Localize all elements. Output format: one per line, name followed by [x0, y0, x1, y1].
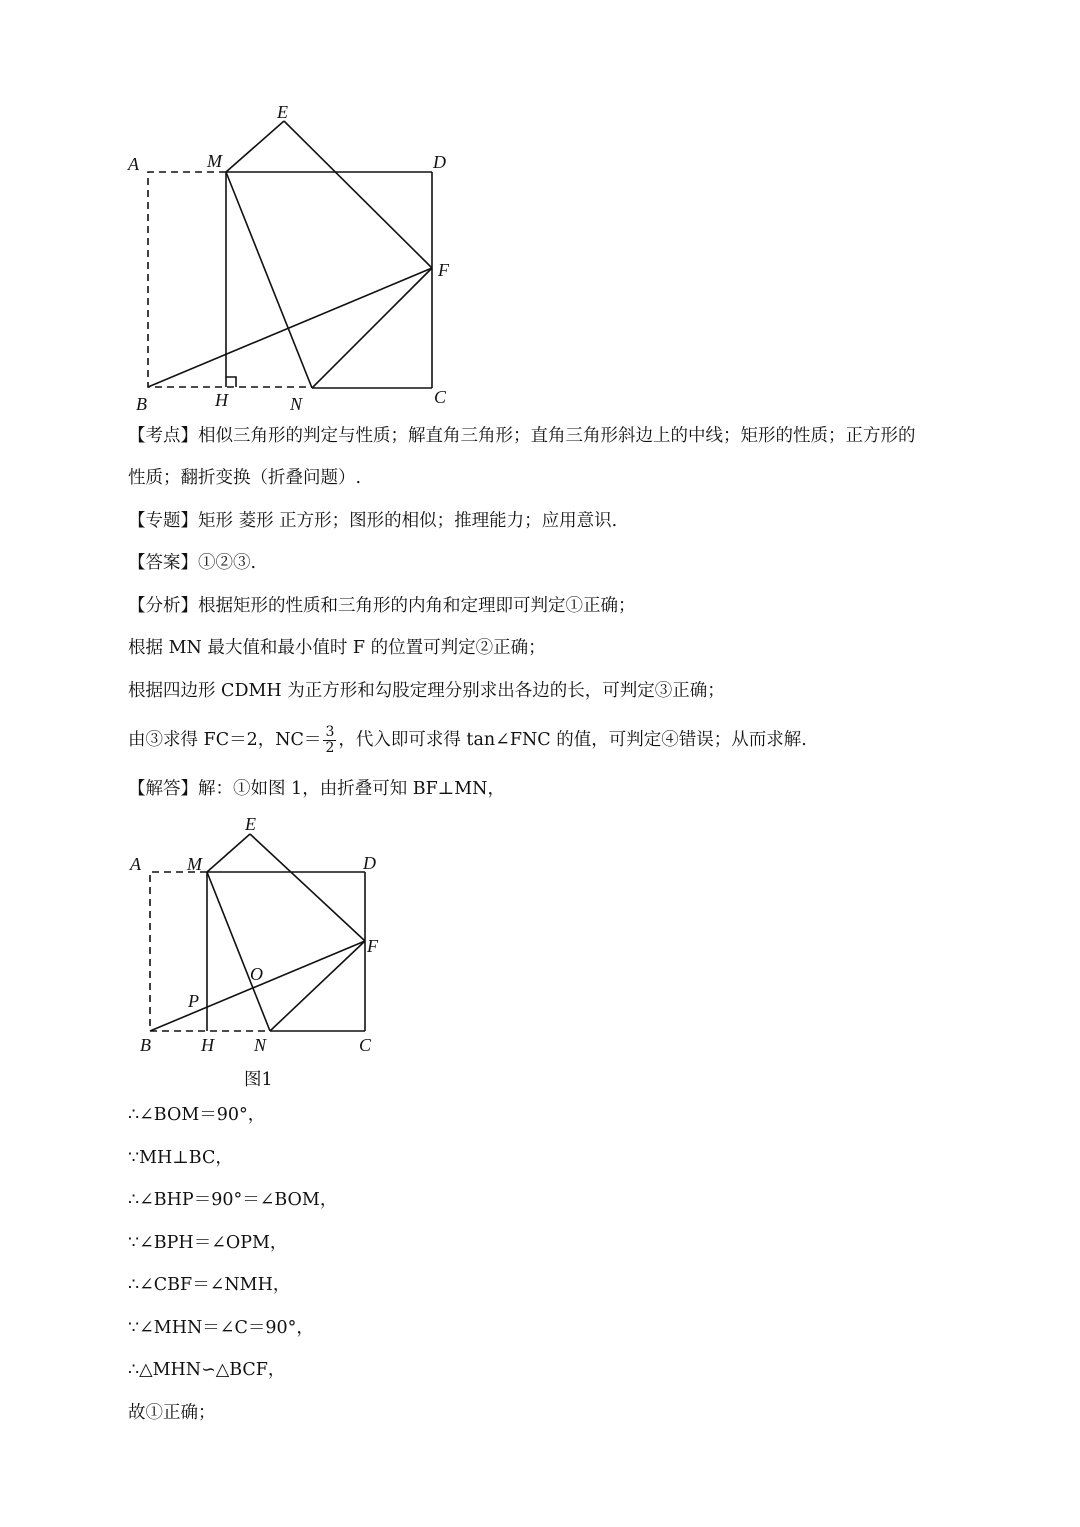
figure-1-caption: 图1: [244, 1070, 273, 1090]
jieda-text-1: 解：①如图 1，由折叠可知 BF⊥MN，: [198, 779, 505, 799]
fraction-denominator: 2: [325, 740, 335, 756]
label-N: N: [254, 1035, 267, 1055]
label-H: H: [201, 1035, 214, 1055]
fenxi-text-3: 根据四边形 CDMH 为正方形和勾股定理分别求出各边的长，可判定③正确；: [128, 681, 725, 701]
kaodian-tag: 【考点】: [128, 426, 198, 446]
label-F: F: [367, 936, 378, 956]
fenxi-text-1: 根据矩形的性质和三角形的内角和定理即可判定①正确；: [198, 596, 636, 616]
label-B: B: [136, 394, 147, 414]
fenxi-text-4a: 由③求得 FC＝2，NC＝: [128, 730, 322, 750]
dashed-fold-outline: [150, 872, 270, 1031]
right-angle-mark: [226, 377, 236, 387]
step-line-7: ∴△MHN∽△BCF，: [128, 1360, 286, 1380]
jieda-line: [128, 777, 505, 801]
daan-tag: 【答案】: [128, 553, 198, 573]
fenxi-line-4: [128, 723, 807, 757]
label-O: O: [250, 964, 263, 984]
segment-ME: [226, 121, 284, 172]
label-N: N: [290, 394, 303, 414]
step-line-6: ∵∠MHN＝∠C＝90°，: [128, 1318, 314, 1338]
label-E: E: [277, 102, 288, 122]
dashed-fold-outline: [148, 172, 312, 387]
geometry-figure-1: [120, 808, 390, 1062]
step-line-8: 故①正确；: [128, 1403, 216, 1423]
fenxi-line-1: [128, 594, 636, 618]
fenxi-text-4b: ，代入即可求得 tan∠FNC 的值，可判定④错误；从而求解.: [338, 730, 807, 750]
segment-EF: [250, 834, 365, 941]
kaodian-text-2: 性质；翻折变换（折叠问题）.: [128, 468, 362, 488]
fenxi-text-2: 根据 MN 最大值和最小值时 F 的位置可判定②正确；: [128, 638, 546, 658]
fenxi-line-3: [128, 679, 725, 703]
segment-EF: [284, 121, 432, 268]
daan-line: [128, 551, 256, 575]
fraction-three-halves: [323, 725, 336, 756]
step-line-2: ∵MH⊥BC，: [128, 1148, 233, 1168]
fenxi-tag: 【分析】: [128, 596, 198, 616]
label-E: E: [245, 814, 256, 834]
label-P: P: [188, 991, 199, 1011]
segment-NF: [312, 268, 432, 388]
segment-BF: [150, 941, 365, 1031]
label-A: A: [130, 854, 141, 874]
segment-BF: [148, 268, 432, 387]
step-line-4: ∵∠BPH＝∠OPM，: [128, 1233, 288, 1253]
label-D: D: [433, 152, 446, 172]
kaodian-line-2: [128, 466, 361, 490]
label-F: F: [438, 260, 449, 280]
kaodian-text-1: 相似三角形的判定与性质；解直角三角形；直角三角形斜边上的中线；矩形的性质；正方形的: [198, 426, 916, 446]
label-B: B: [140, 1035, 151, 1055]
geometry-figure-top: [120, 98, 460, 422]
label-M: M: [207, 151, 222, 171]
fraction-numerator: 3: [325, 724, 335, 740]
step-line-5: ∴∠CBF＝∠NMH，: [128, 1275, 291, 1295]
step-line-1: ∴∠BOM＝90°，: [128, 1105, 266, 1125]
zhuanti-tag: 【专题】: [128, 511, 198, 531]
label-M: M: [187, 854, 202, 874]
segment-ME: [207, 834, 250, 872]
daan-text: ①②③.: [198, 553, 257, 573]
zhuanti-text: 矩形 菱形 正方形；图形的相似；推理能力；应用意识.: [198, 511, 618, 531]
segment-MN: [226, 172, 312, 388]
segment-MN: [207, 872, 270, 1031]
label-A: A: [128, 154, 139, 174]
zhuanti-line: [128, 509, 617, 533]
step-line-3: ∴∠BHP＝90°＝∠BOM，: [128, 1190, 338, 1210]
label-H: H: [215, 390, 228, 410]
label-C: C: [434, 387, 447, 407]
jieda-tag: 【解答】: [128, 779, 198, 799]
kaodian-line-1: [128, 424, 916, 448]
label-D: D: [363, 853, 376, 873]
label-C: C: [359, 1035, 372, 1055]
segment-NF: [270, 941, 365, 1031]
fenxi-line-2: [128, 636, 546, 660]
